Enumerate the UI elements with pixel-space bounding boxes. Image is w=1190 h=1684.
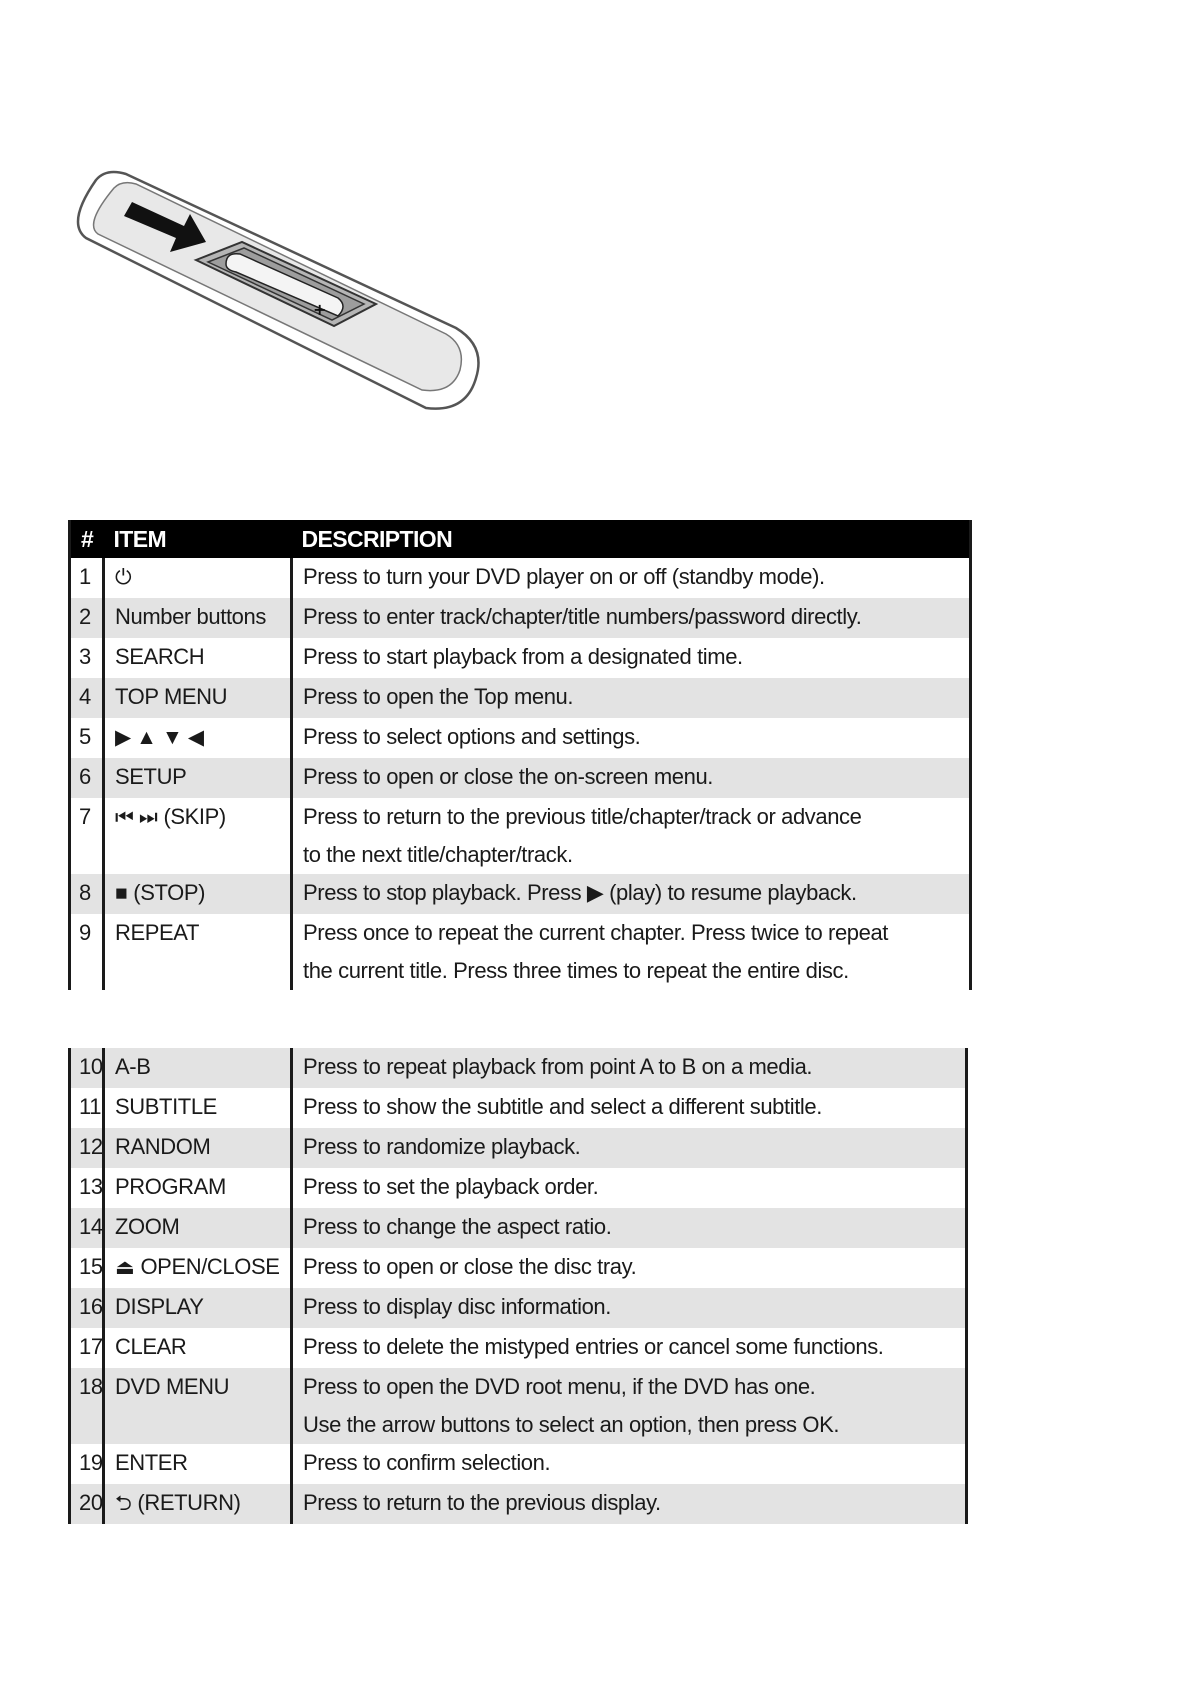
row-description: Press to return to the previous title/chapter/track or advance to the next title/chapter/track. [303,804,862,867]
row-number: 14 [70,1208,104,1248]
row-description: Press to select options and settings. [303,724,641,749]
table-row [70,638,971,678]
row-number: 16 [70,1288,104,1328]
header-description: DESCRIPTION [292,520,971,558]
row-item: RANDOM [104,1128,292,1168]
row-description: Press to display disc information. [292,1288,967,1328]
row-item: SETUP [104,758,292,798]
row-item: Number buttons [104,598,292,638]
row-number: 7 [70,798,104,874]
row-number: 11 [70,1088,104,1128]
table-row [70,1048,967,1088]
row-number: 8 [70,874,104,914]
row-item: REPEAT [104,914,292,990]
stop-icon: ■ [115,882,128,905]
row-description: Press to enter track/chapter/title numbers/password directly. [292,598,971,638]
row-item: DISPLAY [104,1288,292,1328]
table-row [70,678,971,718]
table-row [70,1444,967,1484]
row-item: ⏏ OPEN/CLOSE [104,1248,292,1288]
return-icon: ⮌ [115,1492,132,1515]
row-number: 10 [70,1048,104,1088]
table-row [70,1088,967,1128]
row-number: 1 [70,558,104,598]
row-number: 18 [70,1368,104,1444]
battery-plus-mark: + [313,300,327,319]
row-number: 17 [70,1328,104,1368]
row-number: 13 [70,1168,104,1208]
skip-icon: ⏮ ⏭ [115,806,158,829]
table-row [70,1208,967,1248]
row-item: PROGRAM [104,1168,292,1208]
row-item: ENTER [104,1444,292,1484]
table-row [70,558,971,598]
row-item: A-B [104,1048,292,1088]
remote-functions-table-1 [68,520,972,990]
table-row [70,598,971,638]
row-item: TOP MENU [104,678,292,718]
row-number: 12 [70,1128,104,1168]
row-number: 20 [70,1484,104,1524]
row-description: Press to turn your DVD player on or off (standby mode). [303,564,825,589]
row-number: 9 [70,914,104,990]
row-number: 4 [70,678,104,718]
row-description: Press to set the playback order. [303,1174,599,1199]
row-description: Press to open the DVD root menu, if the DVD has one. Use the arrow buttons to select an option, then press OK. [292,1368,967,1444]
table-row [70,1328,967,1368]
table-header-row [70,520,971,558]
row-description: Press to stop playback. Press ▶ (play) to resume playback. [292,874,971,914]
header-number: # [70,520,104,558]
remote-battery-illustration [66,168,486,448]
row-number: 15 [70,1248,104,1288]
row-description: Press to show the subtitle and select a different subtitle. [303,1094,822,1119]
row-item: ⮌ (RETURN) [104,1484,292,1524]
row-number: 3 [70,638,104,678]
row-item: CLEAR [104,1328,292,1368]
row-description: Press once to repeat the current chapter. Press twice to repeat the current title. Press three times to repeat the entire disc. [303,920,889,983]
row-description: Press to repeat playback from point A to B on a media. [292,1048,967,1088]
row-item: SUBTITLE [104,1088,292,1128]
arrow-keys-icon: ▶ ▲ ▼ ◀ [115,726,204,749]
row-description: Press to start playback from a designated time. [303,644,743,669]
row-description: Press to change the aspect ratio. [292,1208,967,1248]
table-row [70,1128,967,1168]
row-description: Press to open or close the disc tray. [303,1254,637,1279]
row-description: Press to randomize playback. [292,1128,967,1168]
row-item [104,718,292,758]
row-description: Press to open the Top menu. [292,678,971,718]
row-item: DVD MENU [104,1368,292,1444]
row-number: 6 [70,758,104,798]
row-number: 2 [70,598,104,638]
row-item: ⏮ ⏭ (SKIP) [104,798,292,874]
row-item [104,558,292,598]
power-icon: ⏻ [115,566,132,589]
row-description: Press to confirm selection. [303,1450,551,1475]
table-row [70,874,971,914]
row-number: 5 [70,718,104,758]
table-row [70,718,971,758]
table-row [70,1168,967,1208]
eject-icon: ⏏ [115,1256,135,1279]
row-item: SEARCH [104,638,292,678]
row-item: ZOOM [104,1208,292,1248]
table-row [70,758,971,798]
header-item: ITEM [104,520,292,558]
row-item: ■ (STOP) [104,874,292,914]
table-row [70,798,971,874]
table-row [70,1484,967,1524]
row-number: 19 [70,1444,104,1484]
row-description: Press to return to the previous display. [292,1484,967,1524]
table-row [70,914,971,990]
remote-functions-table-2 [68,1048,968,1524]
row-description: Press to delete the mistyped entries or cancel some functions. [303,1334,884,1359]
table-row [70,1248,967,1288]
table-row [70,1368,967,1444]
table-row [70,1288,967,1328]
row-description: Press to open or close the on-screen menu. [292,758,971,798]
